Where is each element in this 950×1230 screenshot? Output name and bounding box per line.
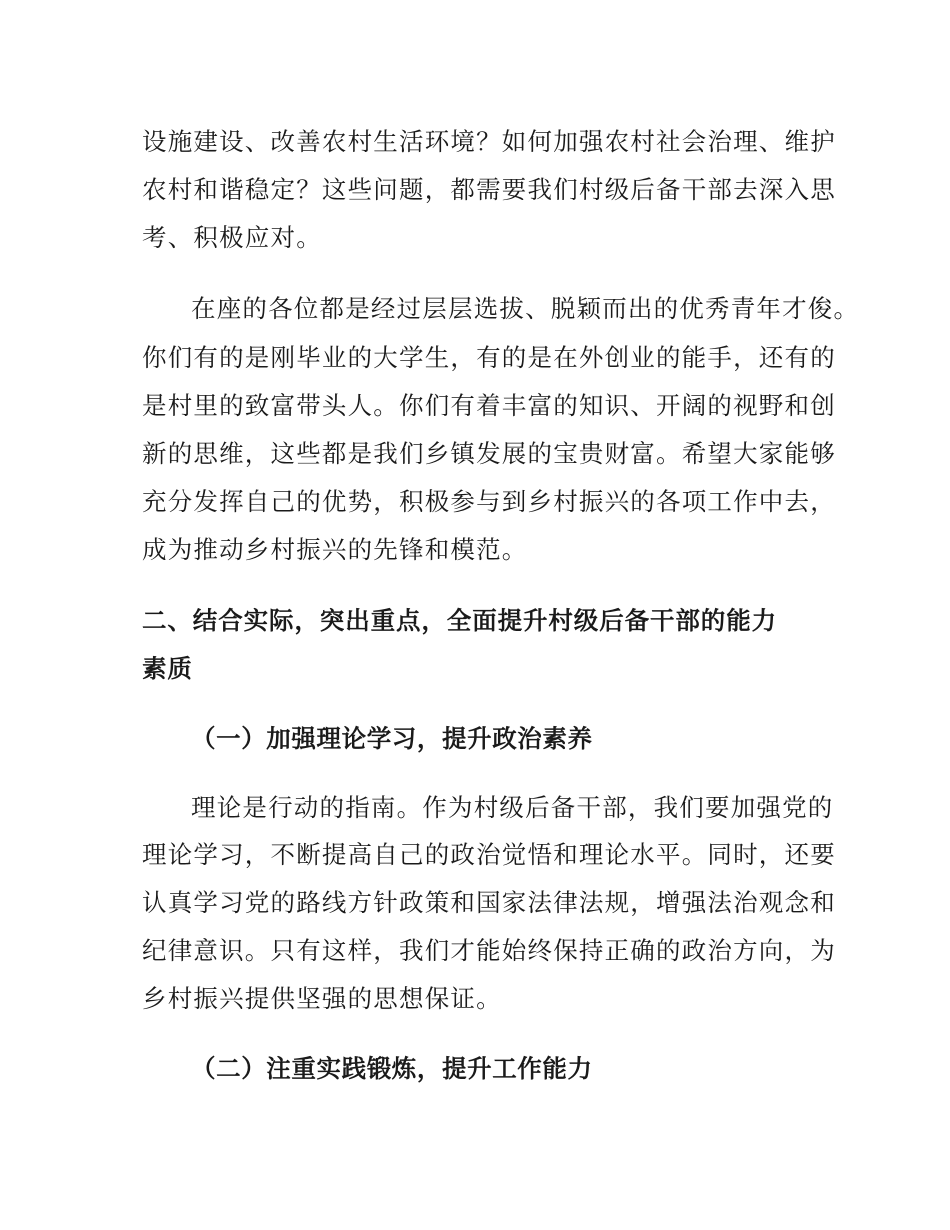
- paragraph-line: 是村里的致富带头人。你们有着丰富的知识、开阔的视野和创: [142, 391, 836, 420]
- paragraph-line: 农村和谐稳定？这些问题，都需要我们村级后备干部去深入思: [142, 175, 836, 204]
- paragraph-line: 充分发挥自己的优势，积极参与到乡村振兴的各项工作中去，: [142, 487, 836, 516]
- paragraph-line: 新的思维，这些都是我们乡镇发展的宝贵财富。希望大家能够: [142, 439, 836, 468]
- paragraph-line: 成为推动乡村振兴的先锋和模范。: [142, 535, 528, 564]
- paragraph-line: 设施建设、改善农村生活环境？如何加强农村社会治理、维护: [142, 127, 836, 156]
- paragraph-line: 理论学习，不断提高自己的政治觉悟和理论水平。同时，还要: [142, 840, 836, 869]
- paragraph-line: 理论是行动的指南。作为村级后备干部，我们要加强党的: [191, 793, 834, 822]
- subsection-heading: （一）加强理论学习，提升政治素养: [191, 724, 593, 753]
- paragraph-line: 在座的各位都是经过层层选拔、脱颖而出的优秀青年才俊。: [191, 294, 860, 323]
- section-heading: 二、结合实际，突出重点，全面提升村级后备干部的能力: [142, 606, 777, 635]
- section-heading: 素质: [142, 654, 193, 683]
- paragraph-line: 考、积极应对。: [142, 223, 322, 252]
- subsection-heading: （二）注重实践锻炼，提升工作能力: [191, 1054, 593, 1083]
- paragraph-line: 纪律意识。只有这样，我们才能始终保持正确的政治方向，为: [142, 936, 836, 965]
- paragraph-line: 乡村振兴提供坚强的思想保证。: [142, 984, 502, 1013]
- paragraph-line: 认真学习党的路线方针政策和国家法律法规，增强法治观念和: [142, 888, 836, 917]
- paragraph-line: 你们有的是刚毕业的大学生，有的是在外创业的能手，还有的: [142, 343, 836, 372]
